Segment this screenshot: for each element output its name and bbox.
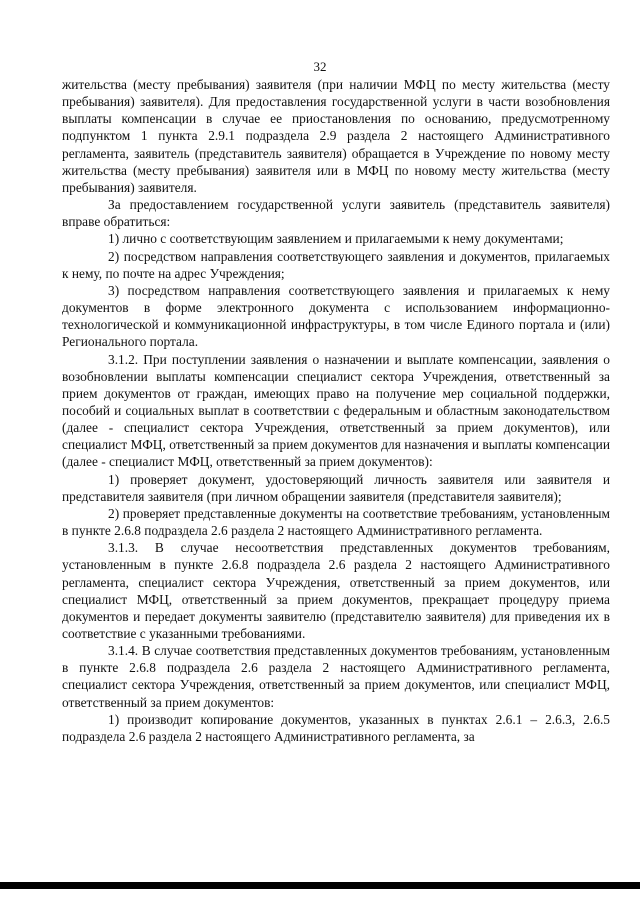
paragraph-application-ways: За предоставлением государственной услуги заявитель (представитель заявителя) вправе обратиться: <box>62 197 610 230</box>
document-body <box>62 76 610 745</box>
list-item-check-documents: 2) проверяет представленные документы на соответствие требованиям, установленным в пункте 2.6.8 подраздела 2.6 раздела 2 настоящего Административного регламента. <box>62 505 610 539</box>
paragraph-3-1-3: 3.1.3. В случае несоответствия представленных документов требованиям, установленным в пункте 2.6.8 подраздела 2.6 раздела 2 настоящего Административного регламента, специалист сектора Учреждения, ответственный за прием документов, или специалист МФЦ, ответственный за прием документов, прекращает процедуру приема документов и передает документы заявителю (представителю заявителя) для приведения их в соответствие с указанными требованиями. <box>62 540 610 641</box>
paragraph-3-1-2: 3.1.2. При поступлении заявления о назначении и выплате компенсации, заявления о возобновлении выплаты компенсации специалист сектора Учреждения, ответственный за прием документов от граждан, имеющих право на получение мер социальной поддержки, пособий и социальных выплат в соответствии с федеральным и областным законодательством (далее - специалист сектора Учреждения, ответственный за прием документов), или специалист МФЦ, ответственный за прием документов для назначения и выплаты компенсации (далее - специалист МФЦ, ответственный за прием документов): <box>62 351 610 470</box>
page-number: 32 <box>313 59 327 74</box>
paragraph-continuation: жительства (месту пребывания) заявителя (при наличии МФЦ по месту жительства (месту пребывания) заявителя). Для предоставления государственной услуги в части возобновления выплаты компенсации в случае ее приостановления по основанию, предусмотренному подпунктом 1 пункта 2.9.1 подраздела 2.9 раздела 2 настоящего Административного регламента, заявитель (представитель заявителя) обращается в Учреждение по новому месту жительства (месту пребывания) заявителя или в МФЦ по новому месту жительства (месту пребывания) заявителя. <box>62 77 610 195</box>
list-item-by-post: 2) посредством направления соответствующего заявления и документов, прилагаемых к нему, по почте на адрес Учреждения; <box>62 248 610 281</box>
list-item-check-identity: 1) проверяет документ, удостоверяющий личность заявителя или заявителя и представителя заявителя (при личном обращении заявителя (представителя заявителя); <box>62 471 610 504</box>
scan-bottom-border <box>0 882 640 889</box>
paragraph-3-1-4: 3.1.4. В случае соответствия представленных документов требованиям, установленным в пункте 2.6.8 подраздела 2.6 раздела 2 настоящего Административного регламента, специалист сектора Учреждения, ответственный за прием документов, или специалист МФЦ, ответственный за прием документов: <box>62 643 610 710</box>
list-item-copy-documents: 1) производит копирование документов, указанных в пунктах 2.6.1 – 2.6.3, 2.6.5 подраздела 2.6 раздела 2 настоящего Административного регламента, за <box>62 711 610 744</box>
list-item-electronic: 3) посредством направления соответствующего заявления и прилагаемых к нему документов в форме электронного документа с использованием информационно-технологической и коммуникационной инфраструктуры, в том числе Единого портала и (или) Регионального портала. <box>62 282 610 350</box>
list-item-in-person: 1) лично с соответствующим заявлением и прилагаемыми к нему документами; <box>108 231 564 247</box>
